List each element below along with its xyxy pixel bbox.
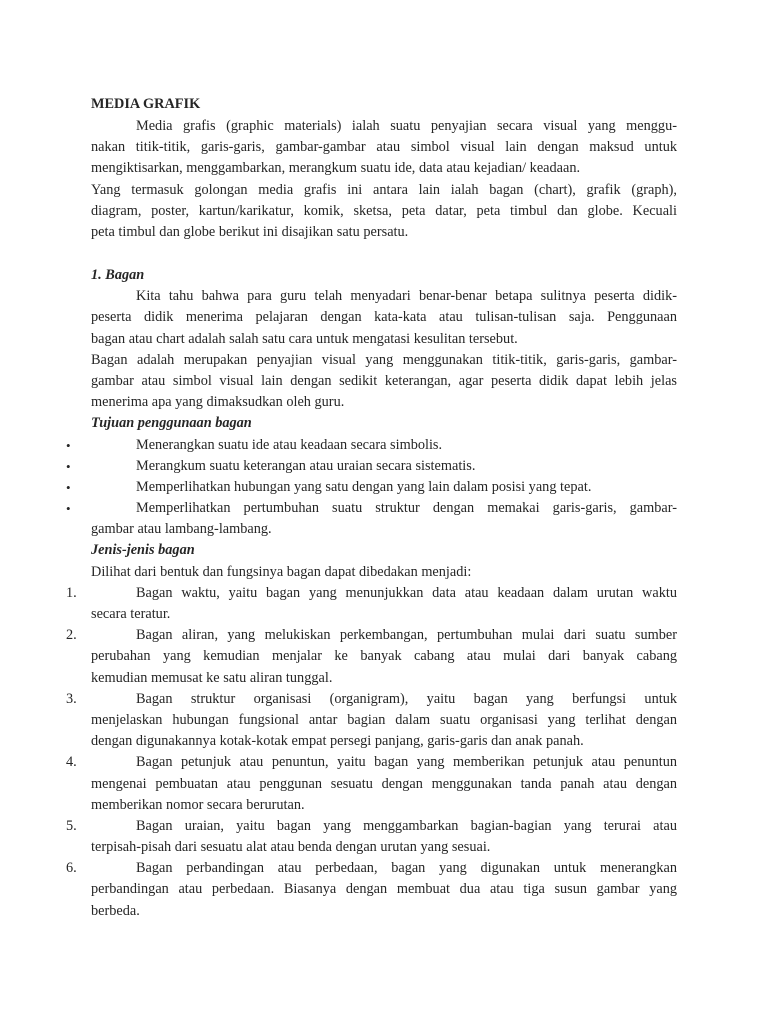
- jenis-item-line: memberikan nomor secara berurutan.: [91, 796, 305, 813]
- jenis-item-line: perubahan yang kemudian menjalar ke banyak cabang atau mulai dari banyak cabang: [91, 648, 677, 665]
- jenis-item-line: Bagan struktur organisasi (organigram), yaitu bagan yang berfungsi untuk: [136, 690, 677, 707]
- bullet-icon: •: [66, 479, 71, 495]
- bagan-p2-line: Bagan adalah merupakan penyajian visual yang menggunakan titik-titik, garis-garis, gambar-: [91, 351, 677, 368]
- jenis-item-line: Bagan petunjuk atau penuntun, yaitu bagan yang memberikan petunjuk atau penuntun: [136, 754, 677, 771]
- tujuan-item-line: Merangkum suatu keterangan atau uraian secara sistematis.: [136, 457, 476, 474]
- list-item: [66, 498, 677, 540]
- section-bagan: [66, 265, 677, 922]
- document-title: MEDIA GRAFIK: [91, 96, 201, 112]
- jenis-item-line: mengenai pembuatan atau penggunan sesuatu dengan menggunakan tanda panah atau dengan: [91, 775, 677, 792]
- list-item: [66, 456, 677, 477]
- list-number: 3.: [66, 690, 77, 707]
- intro-line: mengiktisarkan, menggambarkan, merangkum suatu ide, data atau kejadian/ keadaan.: [91, 160, 581, 177]
- jenis-item-line: menjelaskan hubungan fungsional antar bagian dalam suatu organisasi yang terlihat dengan: [91, 711, 677, 728]
- bullet-icon: •: [66, 501, 71, 517]
- list-item: [66, 689, 677, 753]
- jenis-item-line: Bagan waktu, yaitu bagan yang menunjukkan data atau keadaan dalam urutan waktu: [136, 584, 677, 601]
- list-item: [66, 583, 677, 625]
- list-number: 4.: [66, 754, 77, 771]
- jenis-intro: Dilihat dari bentuk dan fungsinya bagan dapat dibedakan menjadi:: [91, 563, 472, 580]
- jenis-item-line: secara teratur.: [91, 606, 171, 622]
- list-item: [66, 625, 677, 689]
- jenis-item-line: berbeda.: [91, 902, 140, 919]
- jenis-item-line: perbandingan atau perbedaan. Biasanya dengan membuat dua atau tiga susun gambar yang: [91, 881, 677, 898]
- list-item: [66, 435, 677, 456]
- jenis-item-line: Bagan aliran, yang melukiskan perkembangan, pertumbuhan mulai dari suatu sumber: [136, 627, 677, 644]
- section-title: 1. Bagan: [91, 267, 145, 283]
- jenis-item-line: dengan digunakannya kotak-kotak empat persegi panjang, garis-garis dan anak panah.: [91, 733, 584, 750]
- tujuan-item-line: Memperlihatkan pertumbuhan suatu struktur dengan memakai garis-garis, gambar-: [136, 500, 677, 517]
- jenis-item-line: Bagan perbandingan atau perbedaan, bagan yang digunakan untuk menerangkan: [136, 860, 677, 877]
- intro-line: nakan titik-titik, garis-garis, gambar-gambar atau simbol visual lain dengan maksud untuk: [91, 139, 677, 156]
- bagan-p2-line: menerima apa yang dimaksudkan oleh guru.: [91, 394, 345, 411]
- intro-paragraph: [91, 116, 677, 243]
- bagan-p2-line: gambar atau simbol visual lain dengan sedikit keterangan, agar peserta didik dapat lebih jelas: [91, 372, 677, 389]
- list-item: [66, 816, 677, 858]
- list-item: [66, 477, 677, 498]
- list-number: 5.: [66, 817, 77, 834]
- jenis-item-line: terpisah-pisah dari sesuatu alat atau benda dengan urutan yang sesuai.: [91, 839, 491, 856]
- jenis-title: Jenis-jenis bagan: [91, 542, 195, 559]
- intro2-line: diagram, poster, kartun/karikatur, komik, sketsa, peta datar, peta timbul dan globe. Kecuali: [91, 202, 677, 219]
- tujuan-item-line: Memperlihatkan hubungan yang satu dengan yang lain dalam posisi yang tepat.: [136, 478, 592, 495]
- bagan-p1-line: Kita tahu bahwa para guru telah menyadari benar-benar betapa sulitnya peserta didik-: [136, 288, 677, 305]
- bullet-icon: •: [66, 437, 71, 453]
- intro-line: Media grafis (graphic materials) ialah suatu penyajian secara visual yang menggu-: [136, 118, 677, 134]
- tujuan-item-line: gambar atau lambang-lambang.: [91, 521, 272, 538]
- intro2-line: Yang termasuk golongan media grafis ini antara lain ialah bagan (chart), grafik (graph),: [91, 181, 677, 198]
- list-item: [66, 752, 677, 816]
- tujuan-title: Tujuan penggunaan bagan: [91, 415, 252, 432]
- list-item: [66, 858, 677, 922]
- list-number: 6.: [66, 860, 77, 877]
- tujuan-item-line: Menerangkan suatu ide atau keadaan secara simbolis.: [136, 436, 443, 453]
- list-number: 1.: [66, 584, 77, 601]
- bullet-icon: •: [66, 458, 71, 474]
- jenis-item-line: kemudian memusat ke satu aliran tunggal.: [91, 669, 333, 686]
- bagan-p1-line: peserta didik menerima pelajaran dengan kata-kata atau tulisan-tulisan saja. Penggunaan: [91, 309, 677, 326]
- document-title-block: [91, 94, 677, 115]
- list-number: 2.: [66, 627, 77, 644]
- intro2-line: peta timbul dan globe berikut ini disajikan satu persatu.: [91, 223, 409, 240]
- jenis-item-line: Bagan uraian, yaitu bagan yang menggambarkan bagian-bagian yang terurai atau: [136, 817, 677, 834]
- bagan-p1-line: bagan atau chart adalah salah satu cara untuk mengatasi kesulitan tersebut.: [91, 330, 518, 347]
